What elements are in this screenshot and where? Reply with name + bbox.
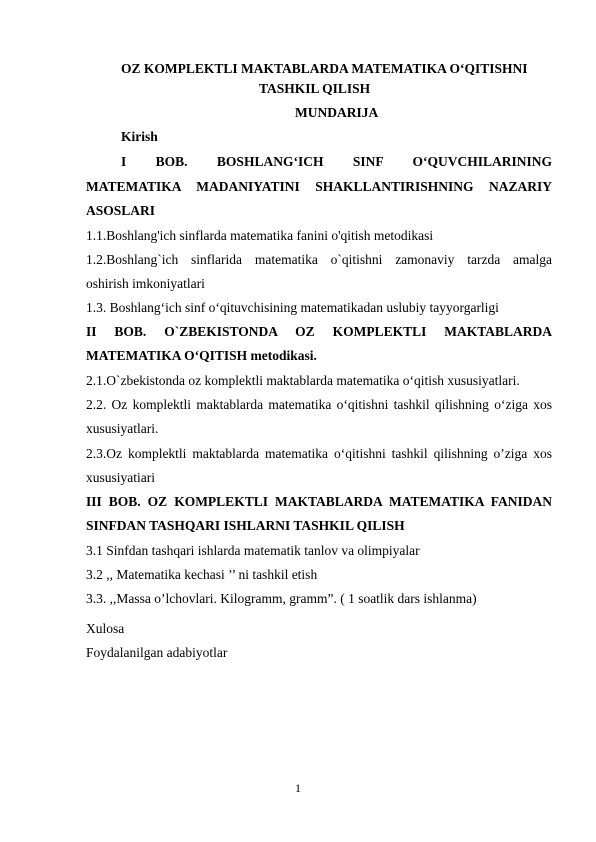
toc-heading: MUNDARIJA (295, 105, 379, 120)
toc-section-1-2-line-2: oshirish imkoniyatlari (86, 276, 205, 291)
toc-section-3-3: 3.3. ,,Massa o’lchovlari. Kilogramm, gramm”. ( 1 soatlik dars ishlanma) (86, 591, 477, 606)
toc-section-3-1: 3.1 Sinfdan tashqari ishlarda matematik tanlov va olimpiyalar (86, 543, 420, 558)
page-number: 1 (295, 781, 301, 795)
toc-section-1-3: 1.3. Boshlang‘ich sinf o‘qituvchisining matematikadan uslubiy tayyorgarligi (86, 300, 499, 315)
toc-section-2-2-line-1: 2.2. Oz komplektli maktablarda matematika o‘qitishni tashkil qilishning o‘ziga xos (86, 397, 552, 412)
toc-section-2-3-line-2: xususiyatiari (86, 470, 155, 485)
toc-section-2-2-line-2: xususiyatlari. (86, 421, 159, 436)
toc-section-1-2-line-1: 1.2.Boshlang`ich sinflarida matematika o`qitishni zamonaviy tarzda amalga (86, 252, 552, 267)
toc-entry-references: Foydalanilgan adabiyotlar (86, 645, 228, 660)
toc-chapter-2-line-2: MATEMATIKA O‘QITISH metodikasi. (86, 348, 317, 363)
toc-section-3-2: 3.2 ,, Matematika kechasi ’’ ni tashkil etish (86, 567, 318, 582)
toc-section-2-3-line-1: 2.3.Oz komplektli maktablarda matematika o‘qitishni tashkil qilishning o’ziga xos (86, 446, 552, 461)
toc-entry-intro: Kirish (121, 129, 158, 144)
toc-entry-conclusion: Xulosa (86, 621, 125, 636)
toc-chapter-3-line-2: SINFDAN TASHQARI ISHLARNI TASHKIL QILISH (86, 518, 405, 533)
toc-chapter-2-line-1: II BOB. O`ZBEKISTONDA OZ KOMPLEKTLI MAKTABLARDA (86, 324, 552, 339)
toc-section-2-1: 2.1.O`zbekistonda oz komplektli maktablarda matematika o‘qitish xususiyatlari. (86, 373, 520, 388)
toc-section-1-1: 1.1.Boshlang'ich sinflarda matematika fanini o'qitish metodikasi (86, 228, 434, 243)
document-title-line-1: OZ KOMPLEKTLI MAKTABLARDA MATEMATIKA O‘QITISHNI (121, 61, 528, 76)
toc-chapter-1-line-2: MATEMATIKA MADANIYATINI SHAKLLANTIRISHNING NAZARIY (86, 179, 552, 194)
toc-chapter-3-line-1: III BOB. OZ KOMPLEKTLI MAKTABLARDA MATEMATIKA FANIDAN (86, 494, 552, 509)
document-title-line-2: TASHKIL QILISH (259, 81, 371, 96)
toc-chapter-1-line-1: I BOB. BOSHLANG‘ICH SINF O‘QUVCHILARINING (121, 154, 552, 169)
toc-chapter-1-line-3: ASOSLARI (86, 203, 156, 218)
